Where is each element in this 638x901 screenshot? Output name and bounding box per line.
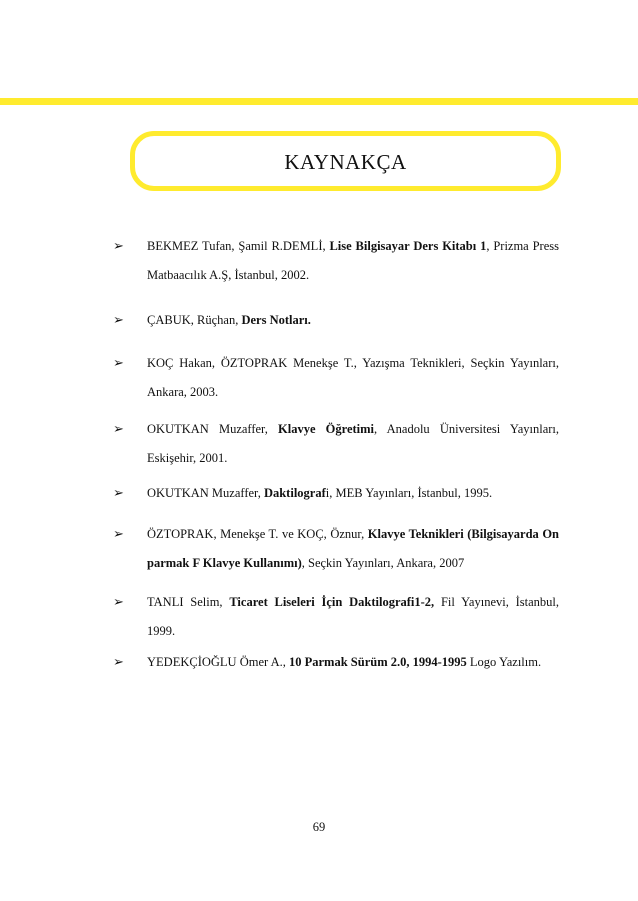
reference-text <box>147 349 559 407</box>
reference-segment: , Prizma Press Matbaacılık A.Ş, İstanbul, 2002. <box>147 239 559 282</box>
reference-segment: ÇABUK, Rüçhan, <box>147 313 242 327</box>
reference-segment: Logo Yazılım. <box>466 655 542 669</box>
reference-title: Lise Bilgisayar Ders Kitabı 1 <box>329 239 487 253</box>
reference-title: Klavye Teknikleri (Bilgisayarda On parmak F Klavye Kullanımı) <box>147 527 559 570</box>
reference-segment: OKUTKAN Muzaffer, <box>147 486 264 500</box>
reference-segment: ÖZTOPRAK, Menekşe T. ve KOÇ, Öznur, <box>147 527 368 541</box>
reference-segment: , Seçkin Yayınları, Ankara, 2007 <box>301 556 465 570</box>
reference-text <box>147 232 559 290</box>
reference-segment: KOÇ Hakan, ÖZTOPRAK Menekşe T., Yazışma Teknikleri, Seçkin Yayınları, Ankara, 2003. <box>147 356 559 399</box>
reference-text <box>147 415 559 473</box>
reference-text <box>147 648 559 677</box>
reference-title: Ticaret Liseleri İçin Daktilografi1-2, <box>229 595 435 609</box>
arrow-bullet-icon: ➢ <box>113 595 124 610</box>
arrow-bullet-icon: ➢ <box>113 655 124 670</box>
page-title: KAYNAKÇA <box>284 150 407 174</box>
reference-segment: BEKMEZ Tufan, Şamil R.DEMLİ, <box>147 239 330 253</box>
reference-segment: OKUTKAN Muzaffer, <box>147 422 279 436</box>
arrow-bullet-icon: ➢ <box>113 422 124 437</box>
reference-text <box>147 520 559 578</box>
page-number: 69 <box>312 820 326 834</box>
reference-text <box>147 479 559 508</box>
reference-text <box>147 306 559 335</box>
reference-segment: YEDEKÇİOĞLU Ömer A., <box>147 655 289 669</box>
arrow-bullet-icon: ➢ <box>113 239 124 254</box>
reference-segment: TANLI Selim, <box>147 595 230 609</box>
reference-segment: , Anadolu Üniversitesi Yayınları, Eskişehir, 2001. <box>147 422 559 465</box>
reference-title: Klavye Öğretimi <box>278 422 375 436</box>
top-yellow-rule <box>0 98 638 105</box>
reference-title: Daktilograf <box>263 486 326 500</box>
reference-segment: i, MEB Yayınları, İstanbul, 1995. <box>325 486 493 500</box>
reference-segment: Fil Yayınevi, İstanbul, 1999. <box>147 595 560 638</box>
arrow-bullet-icon: ➢ <box>113 356 124 371</box>
title-box <box>130 131 561 191</box>
arrow-bullet-icon: ➢ <box>113 486 124 501</box>
reference-text <box>147 588 559 646</box>
arrow-bullet-icon: ➢ <box>113 527 124 542</box>
reference-title: Ders Notları. <box>241 313 311 327</box>
arrow-bullet-icon: ➢ <box>113 313 124 328</box>
reference-title: 10 Parmak Sürüm 2.0, 1994-1995 <box>289 655 467 669</box>
